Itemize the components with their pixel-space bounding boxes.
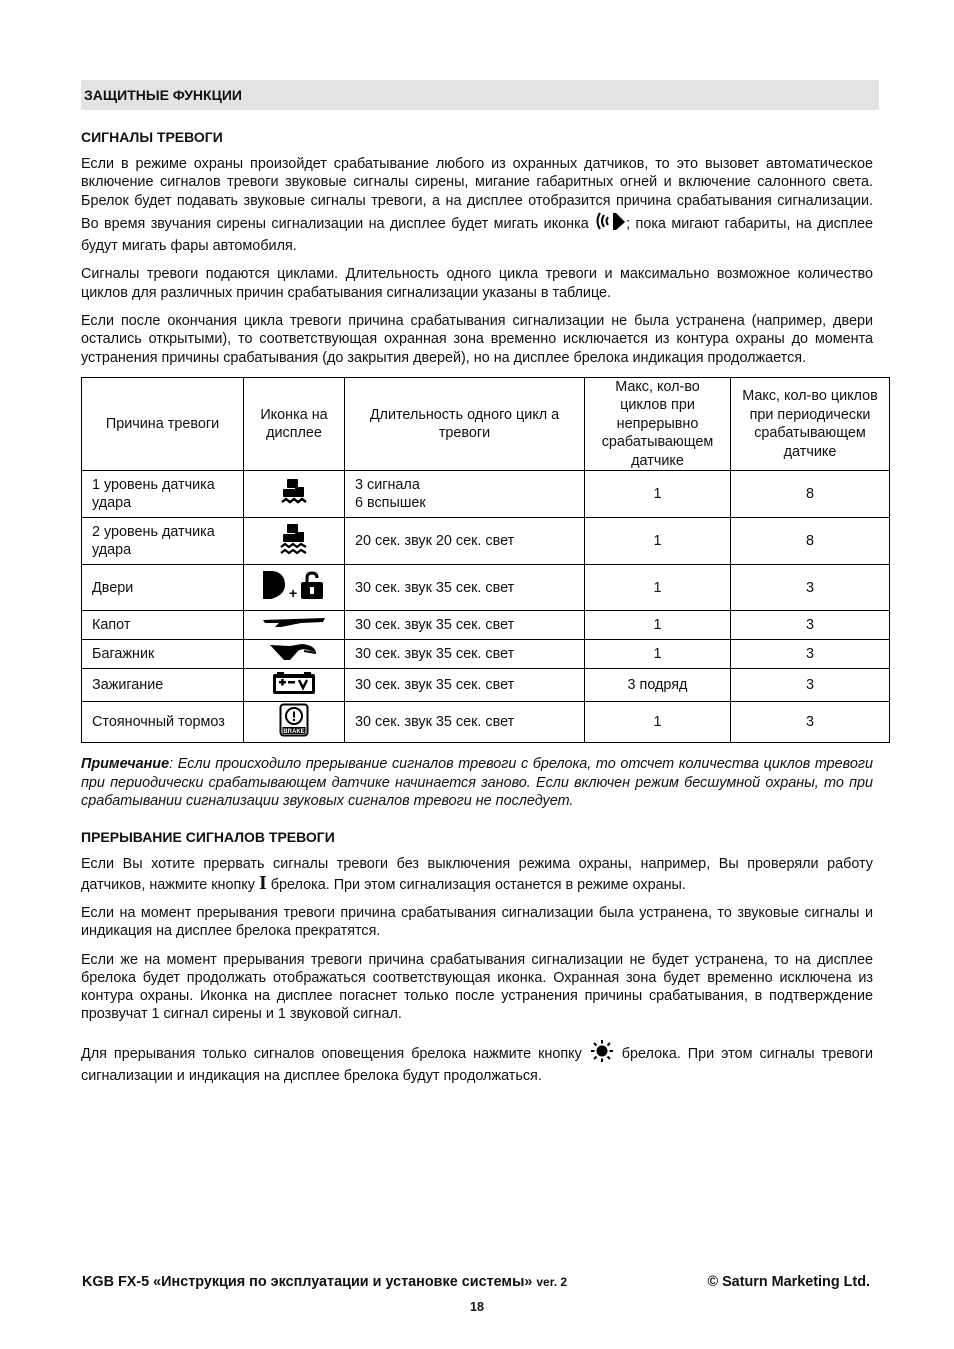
page-footer	[82, 1274, 870, 1290]
cause-cell: Багажник	[82, 640, 244, 669]
note-paragraph	[81, 755, 879, 810]
duration-cell: 30 сек. звук 35 сек. свет	[345, 640, 585, 669]
page-number: 18	[470, 1300, 484, 1314]
duration-cell: 30 сек. звук 35 сек. свет	[345, 702, 585, 743]
shock-sensor-level2-icon	[279, 544, 309, 560]
max-continuous-cell: 1	[585, 471, 731, 518]
section-title: ЗАЩИТНЫЕ ФУНКЦИИ	[84, 87, 242, 103]
section-title-bar	[81, 80, 879, 110]
alarm-intro-text: Если в режиме охраны произойдет срабатывание любого из охранных датчиков, то это вызовет автоматическое включение сигналов тревоги звуковые сигналы сирены, мигание габаритных огней и включение салонного света. Брелок будет подавать звуковые сигналы тревоги, а на дисплее отобразится причина срабатывания сигнализации. Во время звучания сирены сигнализации на дисплее будет мигать иконка	[81, 156, 873, 232]
duration-cell: 30 сек. звук 35 сек. свет	[345, 611, 585, 640]
icon-cell	[244, 565, 345, 611]
duration-line-1: 3 сигнала	[355, 476, 420, 493]
max-periodic-cell: 8	[731, 471, 890, 518]
duration-cell: 30 сек. звук 35 сек. свет	[345, 669, 585, 702]
icon-cell	[244, 702, 345, 743]
zone-exclusion-paragraph: Если после окончания цикла тревоги причина срабатывания сигнализации не была устранена (например, двери остались открытыми), то соответствующая охранная зона временно исключается из контура охраны до момента устранения причины срабатывания (до закрытия дверей), но на дисплее брелока индикация продолжается.	[81, 313, 873, 366]
table-row	[82, 565, 890, 611]
max-periodic-cell: 3	[731, 565, 890, 611]
interrupt-tail: брелока. При этом сигнализация останется в режиме охраны.	[270, 876, 686, 893]
siren-icon	[594, 210, 626, 237]
keyfob-only-paragraph	[81, 1040, 879, 1086]
cause-cell: 2 уровень датчика удара	[82, 518, 244, 565]
page-content	[81, 80, 879, 1095]
keyfob-only-tail: брелока. При этом сигналы тревоги сигнализации и индикация на дисплее брелока будут продолжаться.	[81, 1045, 873, 1085]
footer-version: ver. 2	[536, 1275, 568, 1289]
duration-cell: 30 сек. звук 35 сек. свет	[345, 565, 585, 611]
table-row	[82, 640, 890, 669]
duration-line-2: 6 вспышек	[355, 495, 426, 512]
cause-cell: Зажигание	[82, 669, 244, 702]
max-continuous-cell: 1	[585, 518, 731, 565]
table-row	[82, 702, 890, 743]
footer-copyright: © Saturn Marketing Ltd.	[707, 1274, 870, 1290]
interrupt-heading: ПРЕРЫВАНИЕ СИГНАЛОВ ТРЕВОГИ	[81, 829, 335, 846]
icon-cell	[244, 640, 345, 669]
alarm-intro-paragraph	[81, 155, 879, 255]
sun-button-icon	[589, 1040, 615, 1067]
cause-not-fixed-paragraph: Если же на момент прерывания тревоги причина срабатывания сигнализации не будет устранена, то на дисплее брелока будет продолжать отображаться соответствующая иконка. Охранная зона будет временно исключена из контура охраны. Иконка на дисплее погаснет только после устранения причины срабатывания, в подтверждение прозвучат 1 сигнал сирены и 1 звуковой сигнал.	[81, 951, 873, 1023]
header-icon: Иконка на дисплее	[244, 377, 345, 471]
max-periodic-cell: 3	[731, 702, 890, 743]
table-header-row	[82, 377, 890, 471]
cause-fixed-paragraph: Если на момент прерывания тревоги причина срабатывания сигнализации была устранена, то звуковые сигналы и индикация на дисплее брелока прекратятся.	[81, 904, 873, 940]
duration-cell	[345, 518, 585, 565]
header-max-continuous: Макс, кол-во циклов при непрерывно срабатывающем датчике	[585, 377, 731, 471]
max-continuous-cell: 1	[585, 565, 731, 611]
header-duration: Длительность одного цикл а тревоги	[345, 377, 585, 471]
duration-cell	[345, 471, 585, 518]
header-max-periodic: Макс, кол-во циклов при периодически срабатывающем датчике	[731, 377, 890, 471]
keyfob-only-text: Для прерывания только сигналов оповещения брелока нажмите кнопку	[81, 1045, 582, 1062]
trunk-icon	[268, 650, 320, 666]
table-row	[82, 471, 890, 518]
max-continuous-cell: 1	[585, 611, 731, 640]
parking-brake-icon	[279, 725, 309, 741]
svg-text:+: +	[289, 585, 298, 602]
max-periodic-cell: 3	[731, 669, 890, 702]
svg-text:BRAKE: BRAKE	[283, 728, 305, 735]
interrupt-text: Если Вы хотите прервать сигналы тревоги без выключения режима охраны, например, Вы проверяли работу датчиков, нажмите кнопку	[81, 856, 873, 893]
note-label: Примечание	[81, 756, 170, 773]
max-continuous-cell: 3 подряд	[585, 669, 731, 702]
table-row	[82, 518, 890, 565]
max-continuous-cell: 1	[585, 640, 731, 669]
button-i-glyph: I	[258, 871, 267, 894]
cause-cell: 1 уровень датчика удара	[82, 471, 244, 518]
alarm-cycles-paragraph: Сигналы тревоги подаются циклами. Длительность одного цикла тревоги и максимально возможное количество циклов для различных причин срабатывания сигнализации указаны в таблице.	[81, 266, 873, 301]
icon-cell	[244, 518, 345, 565]
alarm-signals-heading: СИГНАЛЫ ТРЕВОГИ	[81, 129, 223, 145]
max-periodic-cell: 3	[731, 611, 890, 640]
alarm-intro-tail: ; пока мигают габариты, на дисплее будут мигать фары автомобиля.	[81, 215, 874, 255]
alarm-cycles-table	[81, 377, 890, 744]
door-unlock-icon	[261, 585, 327, 605]
shock-sensor-level1-icon	[280, 495, 308, 511]
footer-title: KGB FX-5 «Инструкция по эксплуатации и установке системы»	[82, 1274, 533, 1290]
header-cause: Причина тревоги	[82, 377, 244, 471]
interrupt-paragraph	[81, 855, 879, 894]
cause-cell: Двери	[82, 565, 244, 611]
icon-cell	[244, 669, 345, 702]
max-periodic-cell: 3	[731, 640, 890, 669]
ignition-battery-icon	[271, 684, 317, 700]
max-periodic-cell: 8	[731, 518, 890, 565]
hood-icon	[261, 619, 327, 635]
icon-cell	[244, 471, 345, 518]
max-continuous-cell: 1	[585, 702, 731, 743]
table-row	[82, 669, 890, 702]
table-row	[82, 611, 890, 640]
duration-line-1: 20 сек. звук 20 сек. свет	[355, 533, 515, 550]
icon-cell	[244, 611, 345, 640]
note-text: : Если происходило прерывание сигналов тревоги с брелока, то отсчет количества циклов тревоги при периодически срабатывающем датчике начинается заново. Если включен режим бесшумной охраны, то при срабатывании сигнализации звуковых сигналов тревоги не последует.	[81, 756, 873, 810]
cause-cell: Капот	[82, 611, 244, 640]
cause-cell: Стояночный тормоз	[82, 702, 244, 743]
